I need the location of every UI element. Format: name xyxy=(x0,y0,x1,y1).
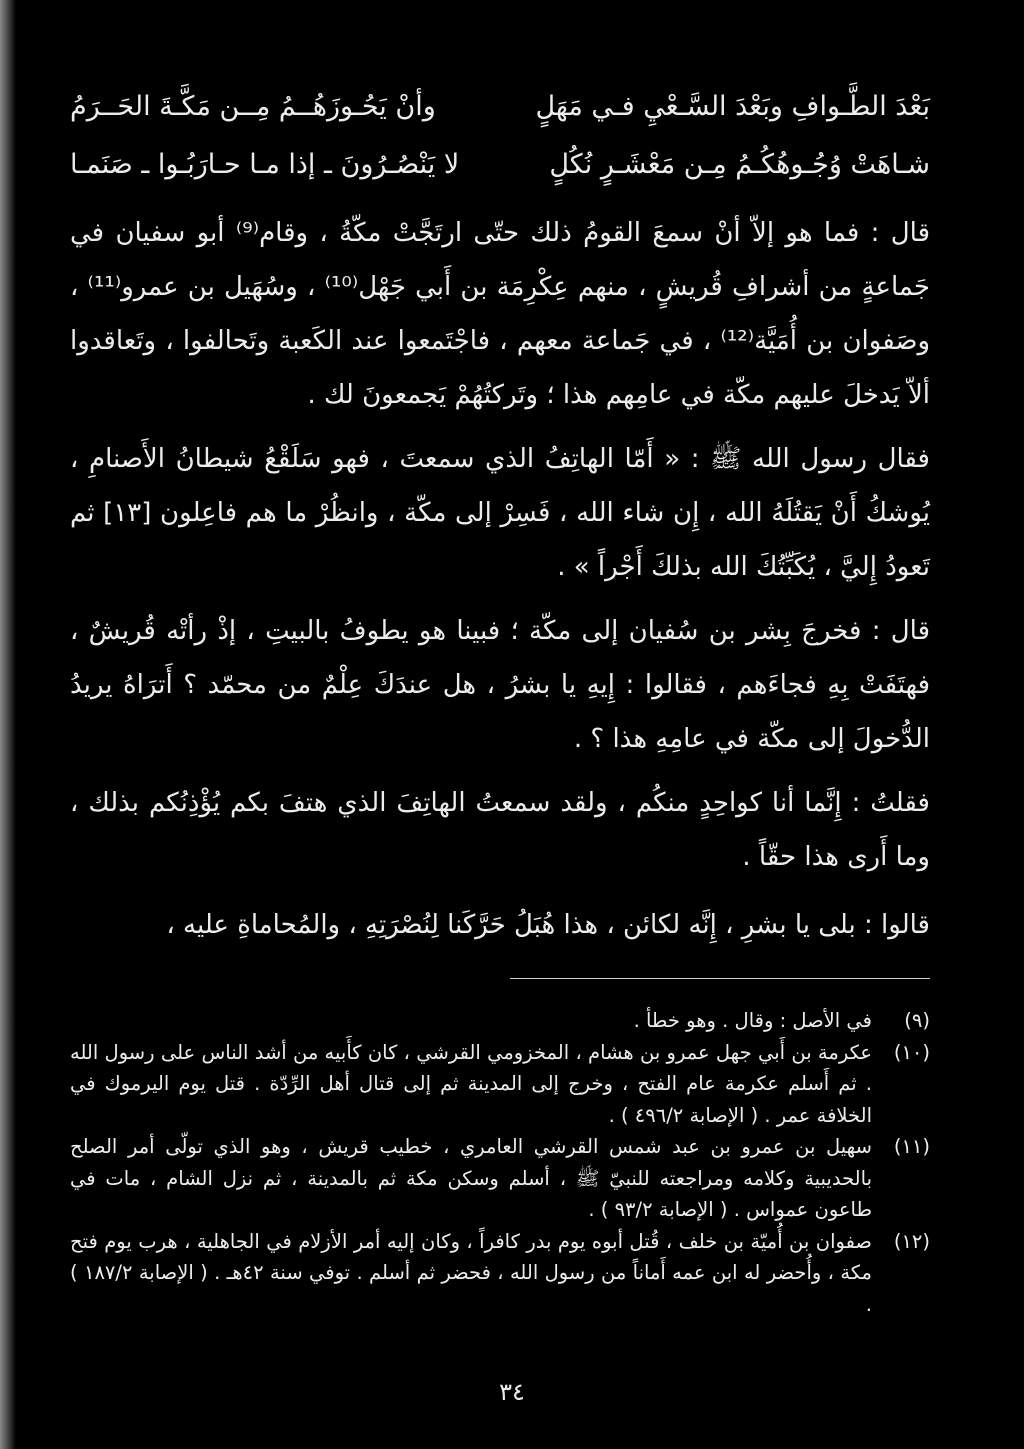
footnote-text: سهيل بن عمرو بن عبد شمس القرشي العامري ، خطيب قريش ، وهو الذي تولّى أمر الصلح بالحديبية وكلامه ومراجعته للنبيّ ﷺ ، أسلم وسكن مكة ثم بالمدينة ، ثم نزل الشام ، مات في طاعون عمواس . ( الإصابة ٩٣/٢ ) . xyxy=(70,1135,872,1221)
footnote-number: (١٠) xyxy=(893,1040,930,1064)
footnote-10 xyxy=(70,1037,930,1132)
verse-1-right: بَعْدَ الطَّـوافِ وبَعْدَ السَّـعْيِ فـي مَهَلٍ xyxy=(535,91,930,122)
footnote-12 xyxy=(70,1226,930,1321)
footnote-text: عكرمة بن أَبي جهل عمرو بن هشام ، المخزومي القرشي ، كان كأَبيه من أشد الناس على رسول الله . ثم أَسلم عكرمة عام الفتح ، وخرج إلى المدينة ثم إلى قتال أهل الرِّدّة . قتل يوم اليرموك في الخلافة عمر . ( الإصابة ٤٩٦/٢ ) . xyxy=(70,1040,872,1127)
scan-edge xyxy=(0,0,16,1449)
footnote-number: (٩) xyxy=(904,1009,930,1032)
verse-1-left: وأنْ يَحُـوزَهُــمُ مِــن مَكَّـةَ الحَــرَمُ xyxy=(70,91,436,122)
footnote-11 xyxy=(70,1131,930,1226)
paragraph-4: فقلتُ : إِنَّما أنا كواحِدٍ منكُم ، ولقد سمعتُ الهاتِفَ الذي هتفَ بكم يُؤْذِنُكم بذلك ، وما أَرى هذا حقّاً . xyxy=(70,788,930,872)
footnote-number: (١١) xyxy=(893,1135,930,1158)
page-number: ٣٤ xyxy=(499,1378,525,1406)
page-body xyxy=(70,78,930,1320)
footnote-divider xyxy=(510,978,930,979)
poem-verse-1 xyxy=(70,78,930,136)
paragraph-5: قالوا : بلى يا بشرِ ، إِنَّه لكائن ، هذا هُبَلُ حَرَّكَنا لِنُصْرَتِهِ ، والمُحاماةِ عليه ، xyxy=(166,910,930,940)
paragraph-3: قال : فخرجَ بِشر بن سُفيان إلى مكّة ؛ فبينا هو يطوفُ بالبيتِ ، إذْ رأتْه قُريشٌ ، فهتَفَتْ بِهِ فجاءَهم ، فقالوا : إِيهِ يا بشرُ ، هل عندَكَ عِلْمٌ من محمّد ؟ أَترَاهُ يريدُ الدُّخولَ إلى مكّة في عامِهِ هذا ؟ . xyxy=(70,616,930,754)
paragraph-1: قال : فما هو إلاّ أنْ سمعَ القومُ ذلك حتّى ارتَجَّتْ مكّةُ ، وقام⁽⁹⁾ أبو سفيان في جَماعةٍ من أشرافِ قُريشٍ ، منهم عِكْرِمَة بن أَبي جَهْل⁽¹⁰⁾ ، وسُهَيل بن عمرو⁽¹¹⁾ ، وصَفوان بن أُمَيَّة⁽¹²⁾ ، في جَماعة معهم ، فاجْتَمعوا عند الكَعبة وتَحالفوا ، وتَعاقدوا ألاّ يَدخلَ عليهم مكّة في عامِهم هذا ؛ وتَركتُهُمْ يَجمعونَ لك . xyxy=(70,218,930,410)
paragraph-2: فقال رسول الله ﷺ : « أَمّا الهاتِفُ الذي سمعتَ ، فهو سَلَقْعُ شيطانُ الأَصنامِ ، يُوشكُ أَنْ يَقتُلَهُ الله ، إِن شاء الله ، فَسِرْ إلى مكّة ، وانظُرْ ما هم فاعِلون [١٣] ثم تَعودُ إِليَّ ، يُكَبِّتُكَ الله بذلكَ أَجْراً » . xyxy=(70,444,930,582)
footnote-text: في الأصل : وقال . وهو خطأ . xyxy=(633,1009,872,1032)
verse-2-right: شـاهَتْ وُجُـوهُكُـمُ مِـن مَعْشَـرٍ نُكُلٍ xyxy=(549,149,930,180)
verse-2-left: لا يَنْصُـرُونَ ـ إذا مـا حـارَبُـوا ـ صَنَمـا xyxy=(70,149,460,180)
poem-verse-2 xyxy=(70,136,930,194)
footnote-text: صفوان بن أُميّة بن خلف ، قُتل أبوه يوم بدر كافراً ، وكان إليه أمر الأزلام في الجاهلية ، هرب يوم فتح مكة ، وأُحضر له ابن عمه أَماناً من رسول الله ، فحضر ثم أسلم . توفي سنة ٤٢هـ . ( الإصابة ١٨٧/٢ ) . xyxy=(70,1229,872,1316)
footnote-number: (١٢) xyxy=(893,1229,930,1253)
footnote-9 xyxy=(70,1005,930,1037)
